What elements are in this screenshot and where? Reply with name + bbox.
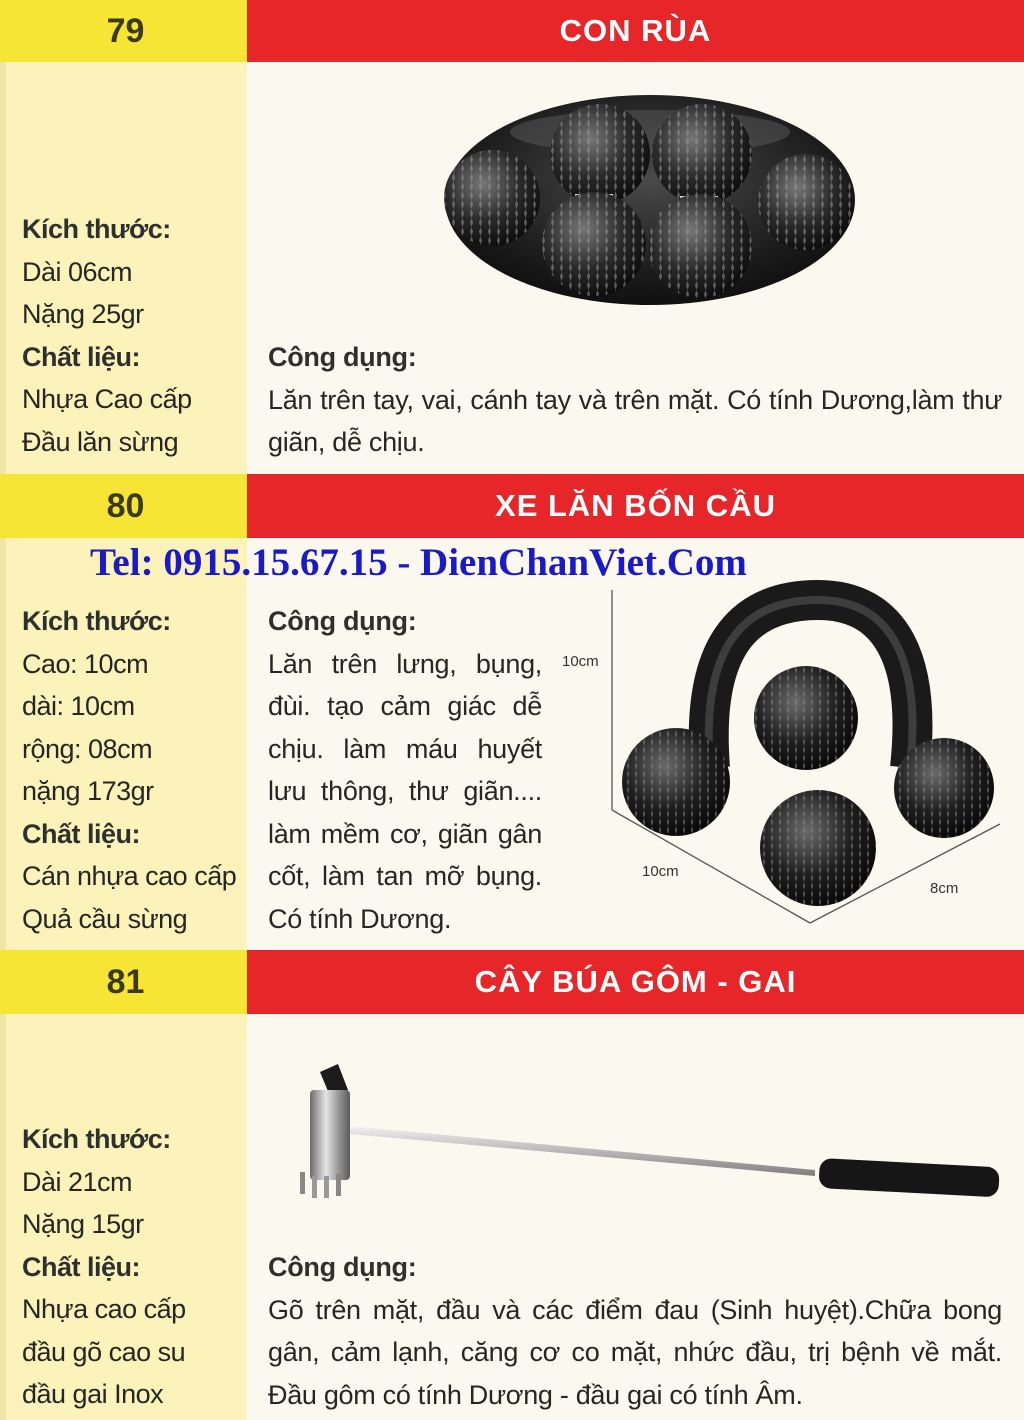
material-heading: Chất liệu: — [22, 1251, 141, 1282]
usage-text: Gõ trên mặt, đầu và các điểm đau (Sinh huyệt).Chữa bong gân, cảm lạnh, căng cơ co mặt, nhức đầu, trị bệnh về mắt. Đầu gôm có tính Dương - đầu gai có tính Âm. — [268, 1294, 1002, 1410]
turtle-massager-image — [440, 92, 860, 310]
usage-text: Lăn trên lưng, bụng, đùi. tạo cảm giác dễ chịu. làm máu huyết lưu thông, thư giãn.... làm mềm cơ, giãn gân cốt, làm tan mỡ bụng. Có tính Dương. — [268, 648, 542, 934]
four-ball-roller-image — [560, 578, 1010, 940]
usage-heading: Công dụng: — [268, 1252, 417, 1282]
size-line: Nặng 15gr — [22, 1209, 144, 1239]
size-line: Nặng 25gr — [22, 299, 144, 329]
material-line: Nhựa Cao cấp — [22, 384, 192, 414]
size-heading: Kích thước: — [22, 1124, 171, 1154]
size-line: dài: 10cm — [22, 691, 135, 721]
hammer-tool-image — [290, 1060, 1004, 1200]
page-edge — [0, 0, 6, 1420]
height-dimension-label: 10cm — [562, 653, 599, 670]
size-line: Dài 21cm — [22, 1166, 133, 1197]
material-line: Cán nhựa cao cấp — [22, 861, 237, 891]
size-line: nặng 173gr — [22, 776, 154, 806]
material-line: đầu gõ cao su — [22, 1336, 186, 1367]
product-number: 81 — [0, 950, 247, 1014]
size-line: rộng: 08cm — [22, 733, 153, 764]
material-heading: Chất liệu: — [22, 818, 141, 849]
product-title: CÂY BÚA GÔM - GAI — [247, 950, 1024, 1014]
material-line: Quả cầu sừng — [22, 903, 188, 934]
product-number: 79 — [0, 0, 247, 62]
product-specs — [22, 600, 247, 940]
product-specs — [22, 208, 247, 463]
product-title: XE LĂN BỐN CẦU — [247, 474, 1024, 538]
size-heading: Kích thước: — [22, 606, 171, 636]
usage-text: Lăn trên tay, vai, cánh tay và trên mặt. Có tính Dương,làm thư giãn, dễ chịu. — [268, 384, 1002, 457]
usage-heading: Công dụng: — [268, 606, 417, 636]
width-dimension-label: 8cm — [930, 880, 959, 897]
material-line: Nhựa cao cấp — [22, 1294, 186, 1324]
size-line: Cao: 10cm — [22, 648, 149, 679]
product-usage — [268, 600, 542, 940]
usage-heading: Công dụng: — [268, 342, 417, 372]
length-dimension-label: 10cm — [642, 863, 679, 880]
contact-line: Tel: 0915.15.67.15 - DienChanViet.Com — [90, 541, 747, 584]
material-heading: Chất liệu: — [22, 341, 141, 372]
product-usage — [268, 1246, 1002, 1416]
material-line: Đầu lăn sừng — [22, 426, 179, 457]
size-heading: Kích thước: — [22, 214, 171, 244]
product-title: CON RÙA — [247, 0, 1024, 62]
product-number: 80 — [0, 474, 247, 538]
product-specs — [22, 1118, 247, 1416]
product-usage — [268, 336, 1002, 464]
size-line: Dài 06cm — [22, 256, 133, 287]
material-line: đầu gai Inox — [22, 1379, 164, 1409]
